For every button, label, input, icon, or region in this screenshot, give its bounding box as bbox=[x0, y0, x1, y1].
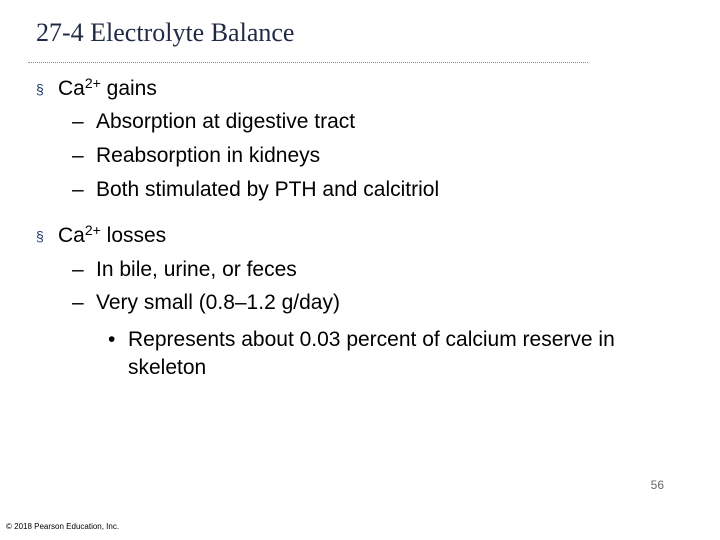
bullet-ca-losses bbox=[36, 222, 167, 249]
bullet-prefix: Ca bbox=[58, 224, 85, 247]
title-divider bbox=[28, 62, 588, 63]
dash-bullet-icon: – bbox=[72, 144, 84, 167]
subitem bbox=[72, 109, 356, 135]
subitem-text: In bile, urine, or feces bbox=[96, 258, 297, 281]
square-bullet-icon: § bbox=[36, 228, 44, 244]
bullet-prefix: Ca bbox=[58, 77, 85, 100]
dash-bullet-icon: – bbox=[72, 178, 84, 201]
subitem bbox=[72, 177, 440, 203]
subitem bbox=[72, 290, 340, 316]
bullet-suffix: losses bbox=[100, 224, 167, 247]
bullet-superscript: 2+ bbox=[84, 222, 101, 238]
subsubitem-text: skeleton bbox=[128, 356, 207, 379]
slide-title: 27-4 Electrolyte Balance bbox=[36, 18, 295, 47]
dash-bullet-icon: – bbox=[72, 258, 84, 281]
subitem-text: Very small (0.8–1.2 g/day) bbox=[96, 291, 340, 314]
subsubitem-continuation bbox=[128, 355, 206, 381]
bullet-superscript: 2+ bbox=[84, 75, 101, 91]
bullet-ca-gains bbox=[36, 75, 157, 102]
square-bullet-icon: § bbox=[36, 81, 44, 97]
subsubitem-text: Represents about 0.03 percent of calcium reserve in bbox=[128, 328, 615, 351]
round-bullet-icon: • bbox=[108, 328, 116, 351]
subitem bbox=[72, 257, 297, 283]
dash-bullet-icon: – bbox=[72, 110, 84, 133]
dash-bullet-icon: – bbox=[72, 291, 84, 314]
page-number: 56 bbox=[650, 478, 664, 492]
subitem bbox=[72, 143, 321, 169]
copyright-notice: © 2018 Pearson Education, Inc. bbox=[6, 522, 120, 531]
subitem-text: Reabsorption in kidneys bbox=[96, 144, 321, 167]
subitem-text: Both stimulated by PTH and calcitriol bbox=[96, 178, 440, 201]
bullet-suffix: gains bbox=[100, 77, 157, 100]
subitem-text: Absorption at digestive tract bbox=[96, 110, 356, 133]
subsubitem bbox=[108, 327, 615, 353]
